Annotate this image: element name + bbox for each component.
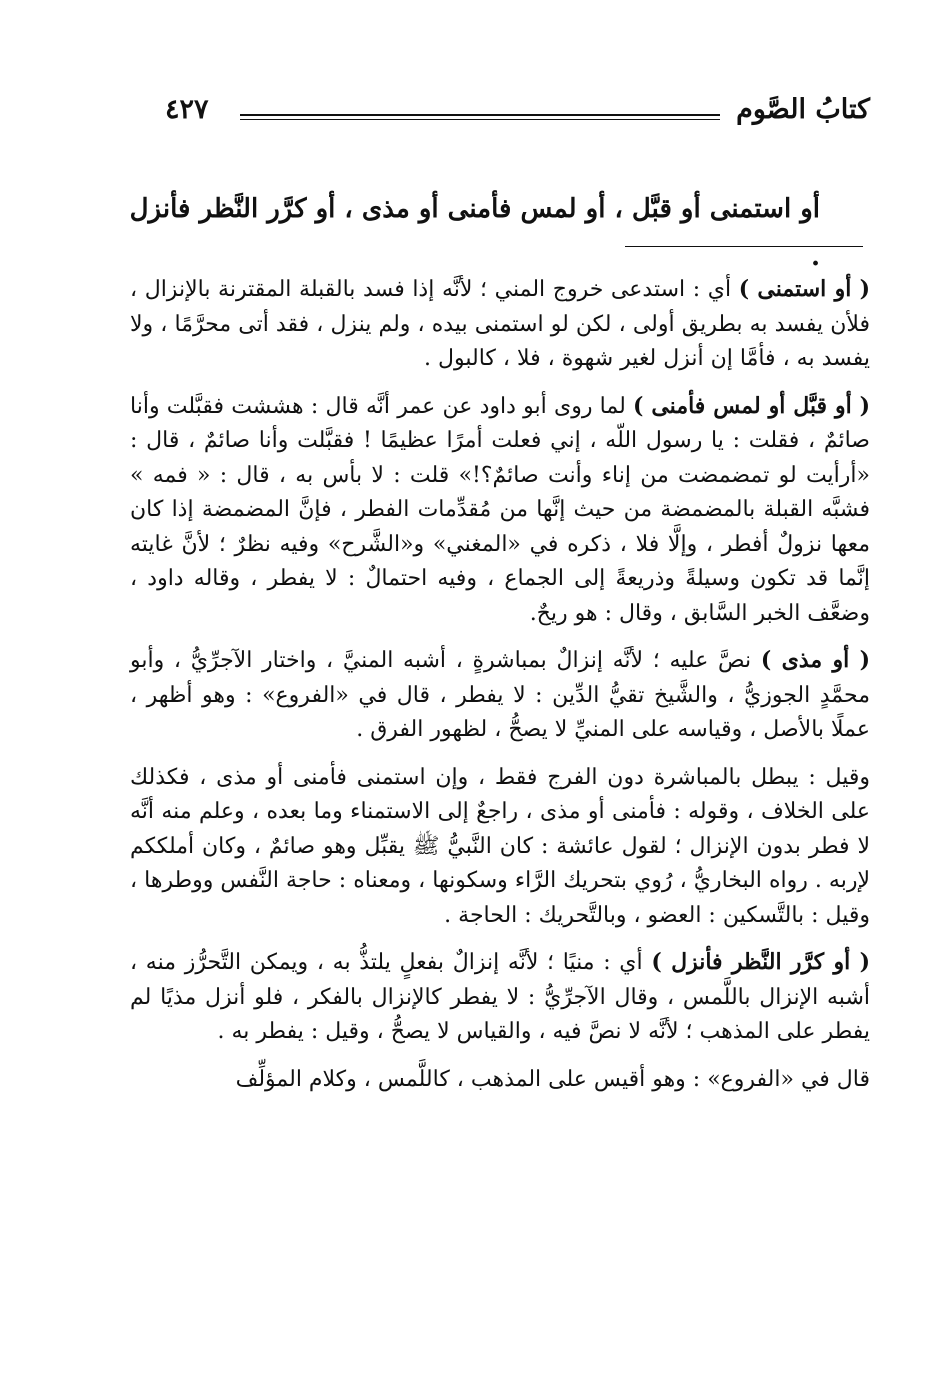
paragraph-lead: ( أو استمنى ) [738,276,870,302]
commentary [130,272,870,1109]
paragraph-text: لما روى أبو داود عن عمر أنَّه قال : هششت فقبَّلت وأنا صائمٌ ، فقلت : يا رسول اللّه ، إني فعلت أمرًا عظيمًا ! فقبَّلت وأنا صائمٌ ، قال : «أرأيت لو تمضمضت من إناء وأنت صائمٌ؟!» قلت : لا بأس به ، قال : « فمه » فشبَّه القبلة بالمضمضة من حيث إنَّها من مُقدِّمات الفطر ، فإنَّ المضمضة إذا كان معها نزولٌ أفطر ، وإلَّا فلا ، ذكره في «المغني» و«الشَّرح» وفيه نظرٌ ؛ لأنَّ غايته إنَّما قد تكون وسيلةً وذريعةً إلى الجماع ، وفيه احتمالٌ : لا يفطر ، وقاله داود ، وضعَّف الخبر السَّابق ، وقال : هو ريحٌ. [130,393,870,626]
paragraph-text: أي : استدعى خروج المني ؛ لأنَّه إذا فسد بالقبلة المقترنة بالإنزال ، فلأن يفسد به بطريق أولى ، لكن لو استمنى بيده ، ولم ينزل ، فقد أتى محرَّمًا ، ولا يفسد به ، فأمَّا إن أنزل لغير شهوة ، فلا ، كالبول . [130,277,870,371]
running-header [150,88,870,138]
book-title: كتابُ الصَّوم [736,94,870,125]
paragraph-text: قال في «الفروع» : وهو أقيس على المذهب ، كاللَّمس ، وكلام المؤلِّف [235,1066,870,1092]
paragraph-lead: ( أو كرَّر النَّظر فأنزل ) [651,949,870,975]
header-rule [240,114,720,120]
paragraph-lead: ( أو قبَّل أو لمس فأمنى ) [633,392,870,419]
matn-divider [625,246,863,247]
page-number: ٤٢٧ [165,94,209,125]
matn-text: أو استمنى أو قبَّل ، أو لمس فأمنى أو مذى ، أو كرَّر النَّظر فأنزل . [129,194,820,272]
paragraph-text: وقيل : يبطل بالمباشرة دون الفرج فقط ، وإن استمنى فأمنى أو مذى ، فكذلك على الخلاف ، وقوله : فأمنى أو مذى ، راجعٌ إلى الاستمناء وما بعده ، وعلم منه أنَّه لا فطر بدون الإنزال ؛ لقول عائشة : كان النَّبيُّ ﷺ يقبِّل وهو صائمٌ ، وكان أملككم لإربه . رواه البخاريُّ ، رُوي بتحريك الرَّاء وسكونها ، ومعناه : حاجة النَّفس ووطرها ، وقيل : بالتَّسكين : العضو ، وبالتَّحريك : الحاجة . [130,764,870,928]
paragraph-lead: ( أو مذى ) [760,647,871,673]
commentary-paragraph [130,945,870,1050]
commentary-paragraph [130,643,870,748]
commentary-paragraph [130,1062,870,1098]
commentary-paragraph [130,272,870,377]
commentary-paragraph [130,760,870,934]
commentary-paragraph [130,389,870,632]
paragraph-text: أي : منيًا ؛ لأنَّه إنزالٌ بفعلٍ يلتذُّ به ، ويمكن التَّحرُّز منه ، أشبه الإنزال باللَّمس ، وقال الآجرِّيُّ : لا يفطر كالإنزال بالفكر ، فلو أنزل مذيًا لم يفطر على المذهب ؛ لأنَّه لا نصَّ فيه ، والقياس لا يصحُّ ، وقيل : يفطر به . [130,950,870,1044]
paragraph-text: نصَّ عليه ؛ لأنَّه إنزالٌ بمباشرةٍ ، أشبه المنيَّ ، واختار الآجرِّيُّ ، وأبو محمَّدٍ الجوزيُّ ، والشَّيخ تقيُّ الدِّين : لا يفطر ، قال في «الفروع» : وهو أظهر ، عملًا بالأصل ، وقياسه على المنيِّ لا يصحُّ ، لظهور الفرق . [130,648,870,742]
